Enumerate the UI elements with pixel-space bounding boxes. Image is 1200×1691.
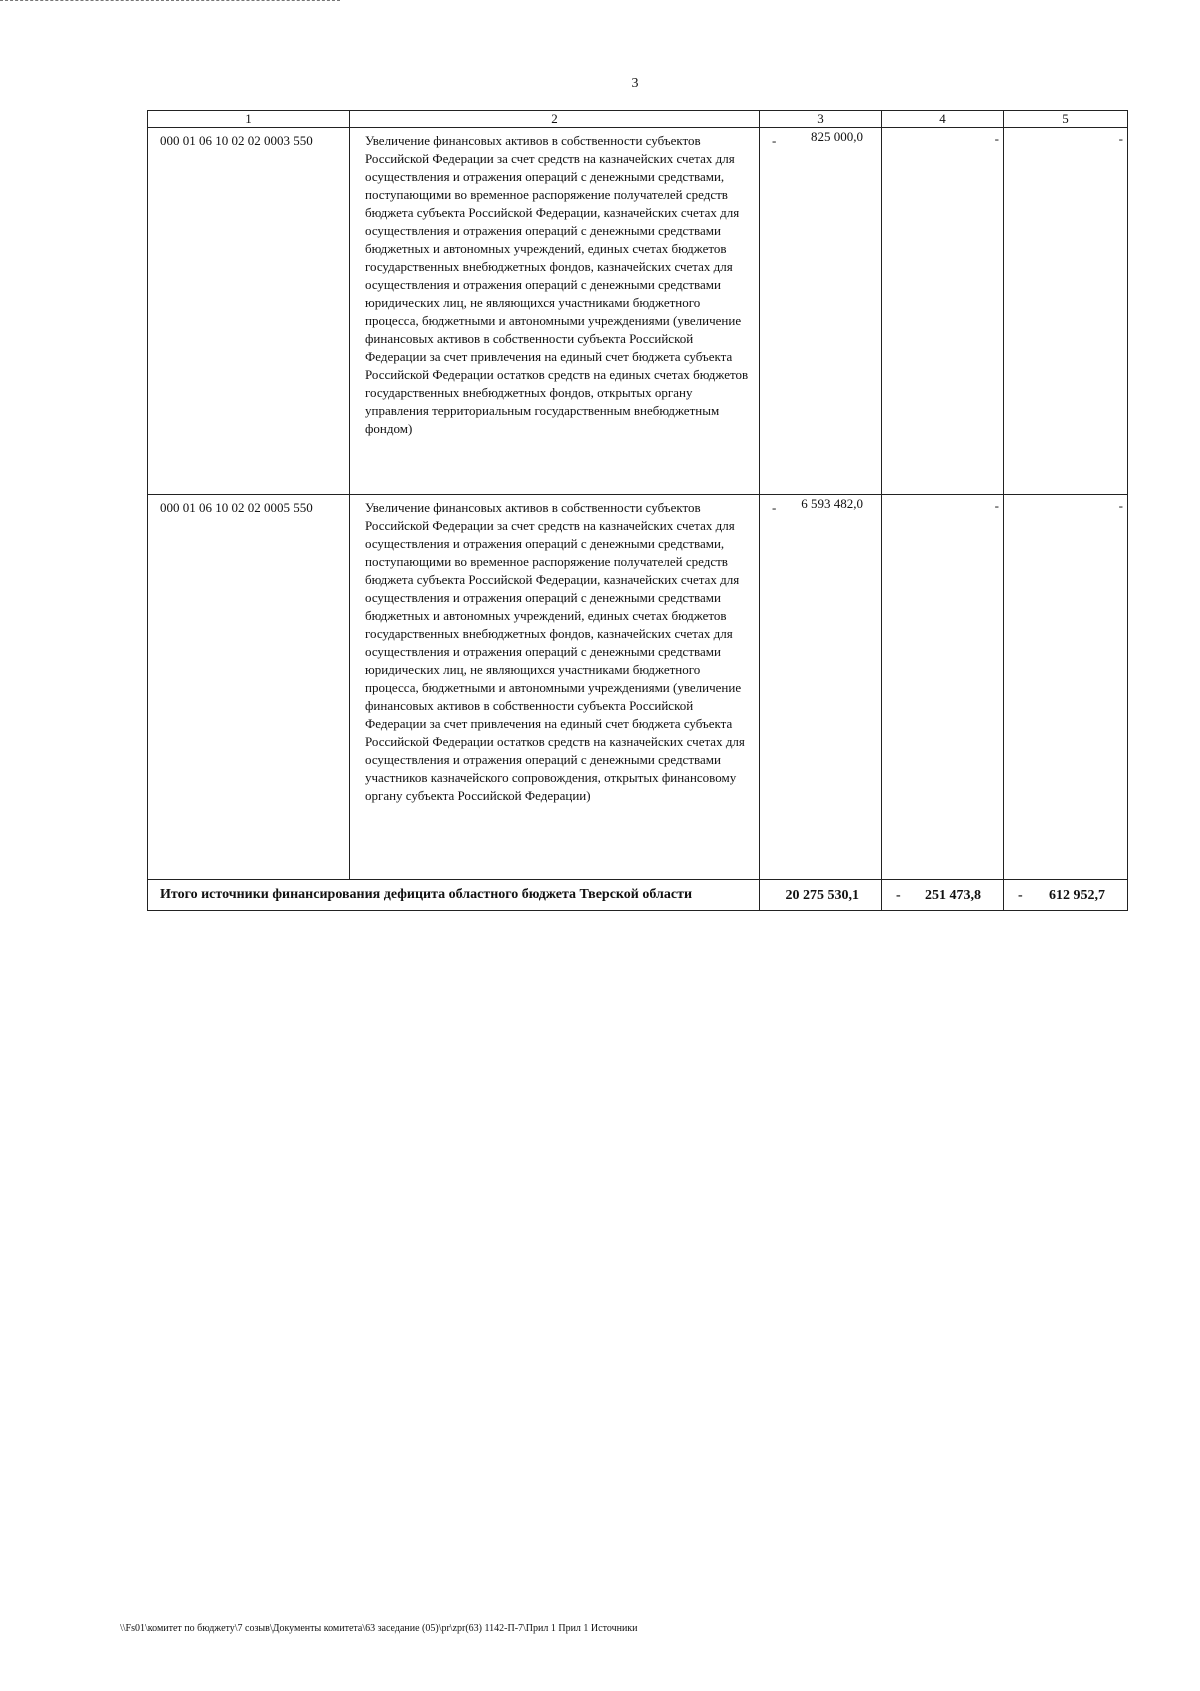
amount-col5-cell	[1004, 495, 1128, 880]
negative-sign: -	[1018, 888, 1023, 903]
amount-col4: -	[994, 131, 999, 146]
amount-col5: -	[1118, 498, 1123, 513]
budget-code: 000 01 06 10 02 02 0005 550	[160, 500, 313, 515]
amount-col3-cell	[760, 495, 882, 880]
amount-col4-cell	[882, 495, 1004, 880]
amount-col3-cell	[760, 128, 882, 495]
total-row	[148, 880, 1128, 911]
amount-col3: 6 593 482,0	[801, 496, 863, 511]
budget-code-cell	[148, 495, 350, 880]
total-col5: 612 952,7	[1049, 888, 1105, 903]
financing-sources-table	[147, 110, 1128, 911]
amount-col5: -	[1118, 131, 1123, 146]
total-col4: 251 473,8	[925, 888, 981, 903]
column-header-4: 4	[882, 111, 1004, 128]
negative-sign: -	[772, 133, 777, 148]
budget-code-cell	[148, 128, 350, 495]
column-header-5: 5	[1004, 111, 1128, 128]
page-number: 3	[631, 76, 639, 91]
total-col5-cell	[1004, 880, 1128, 911]
total-label: Итого источники финансирования дефицита областного бюджета Тверской области	[148, 880, 760, 911]
table-header-row	[148, 111, 1128, 128]
amount-col4: -	[994, 498, 999, 513]
negative-sign: -	[896, 888, 901, 903]
budget-code: 000 01 06 10 02 02 0003 550	[160, 133, 313, 148]
amount-col4-cell	[882, 128, 1004, 495]
total-col4-cell	[882, 880, 1004, 911]
column-header-3: 3	[760, 111, 882, 128]
column-header-2: 2	[350, 111, 760, 128]
file-path-footer: \\Fs01\комитет по бюджету\7 созыв\Документы комитета\63 заседание (05)\pr\zpr(63) 1142-П-7\Прил 1 Прил 1 Источники	[120, 1623, 638, 1634]
total-col3-cell	[760, 880, 882, 911]
scan-edge-line	[0, 0, 340, 1]
amount-col3: 825 000,0	[811, 129, 863, 144]
total-col3: 20 275 530,1	[785, 888, 859, 903]
description-cell: Увеличение финансовых активов в собственности субъектов Российской Федерации за счет средств на казначейских счетах для осуществления и отражения операций с денежными средствами, поступающими во временное распоряжение получателей средств бюджета субъекта Российской Федерации, казначейских счетах для осуществления и отражения операций с денежными средствами бюджетных и автономных учреждений, единых счетах бюджетов государственных внебюджетных фондов, казначейских счетах для осуществления и отражения операций с денежными средствами юридических лиц, не являющихся участниками бюджетного процесса, бюджетными и автономными учреждениями (увеличение финансовых активов в собственности субъекта Российской Федерации за счет привлечения на единый счет бюджета субъекта Российской Федерации остатков средств на казначейских счетах для осуществления и отражения операций с денежными средствами участников казначейского сопровождения, открытых финансовому органу субъекта Российской Федерации)	[350, 495, 760, 880]
description-cell: Увеличение финансовых активов в собственности субъектов Российской Федерации за счет средств на казначейских счетах для осуществления и отражения операций с денежными средствами, поступающими во временное распоряжение получателей средств бюджета субъекта Российской Федерации, казначейских счетах для осуществления и отражения операций с денежными средствами бюджетных и автономных учреждений, единых счетах бюджетов государственных внебюджетных фондов, казначейских счетах для осуществления и отражения операций с денежными средствами юридических лиц, не являющихся участниками бюджетного процесса, бюджетными и автономными учреждениями (увеличение финансовых активов в собственности субъекта Российской Федерации за счет привлечения на единый счет бюджета субъекта Российской Федерации остатков средств на единых счетах бюджетов государственных внебюджетных фондов, открытых органу управления территориальным государственным внебюджетным фондом)	[350, 128, 760, 495]
column-header-1: 1	[148, 111, 350, 128]
amount-col5-cell	[1004, 128, 1128, 495]
table-row	[148, 128, 1128, 495]
negative-sign: -	[772, 500, 777, 515]
table-row	[148, 495, 1128, 880]
